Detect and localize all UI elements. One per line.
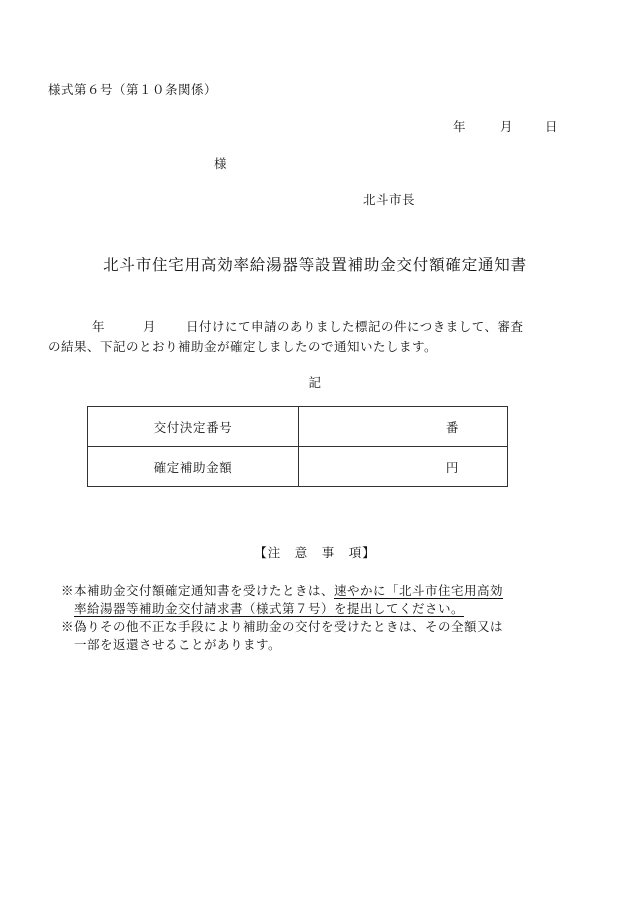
form-number: 様式第６号（第１０条関係） xyxy=(48,82,218,97)
ki-heading: 記 xyxy=(308,375,322,390)
note-1-line-2: 率給湯器等補助金交付請求書（様式第７号）を提出してください。 xyxy=(74,601,465,616)
date-year-label: 年 xyxy=(453,119,467,134)
note-2-line-2: 一部を返還させることがあります。 xyxy=(74,637,282,652)
date-month-label: 月 xyxy=(500,119,514,134)
note-1-underlined: 速やかに「北斗市住宅用高効 xyxy=(334,583,504,598)
note-2-line-1: ※偽りその他不正な手段により補助金の交付を受けたときは、その全額又は xyxy=(61,619,504,634)
table-row-label: 交付決定番号 xyxy=(88,407,299,447)
document-title: 北斗市住宅用高効率給湯器等設置補助金交付額確定通知書 xyxy=(103,256,527,274)
body-line-2: の結果、下記のとおり補助金が確定しましたので通知いたします。 xyxy=(48,339,438,354)
table-row-label: 確定補助金額 xyxy=(88,447,299,487)
table-row-unit: 番 xyxy=(299,407,508,447)
body-month-label: 月 xyxy=(143,319,157,334)
amount-table xyxy=(87,406,508,487)
body-line-1 xyxy=(92,317,524,335)
table-row-unit: 円 xyxy=(299,447,508,487)
issuer-name: 北斗市長 xyxy=(363,192,416,207)
table-row xyxy=(88,447,508,487)
addressee-suffix: 様 xyxy=(214,156,228,171)
body-year-label: 年 xyxy=(92,319,106,334)
date-day-label: 日 xyxy=(545,119,559,134)
notes-heading: 【注 意 事 項】 xyxy=(254,545,376,560)
body-line-1-text: 日付けにて申請のありました標記の件につきまして、審査 xyxy=(186,319,524,334)
table-row xyxy=(88,407,508,447)
note-1-prefix: ※本補助金交付額確定通知書を受けたときは、 xyxy=(61,583,335,598)
note-1-line-1 xyxy=(61,581,503,599)
